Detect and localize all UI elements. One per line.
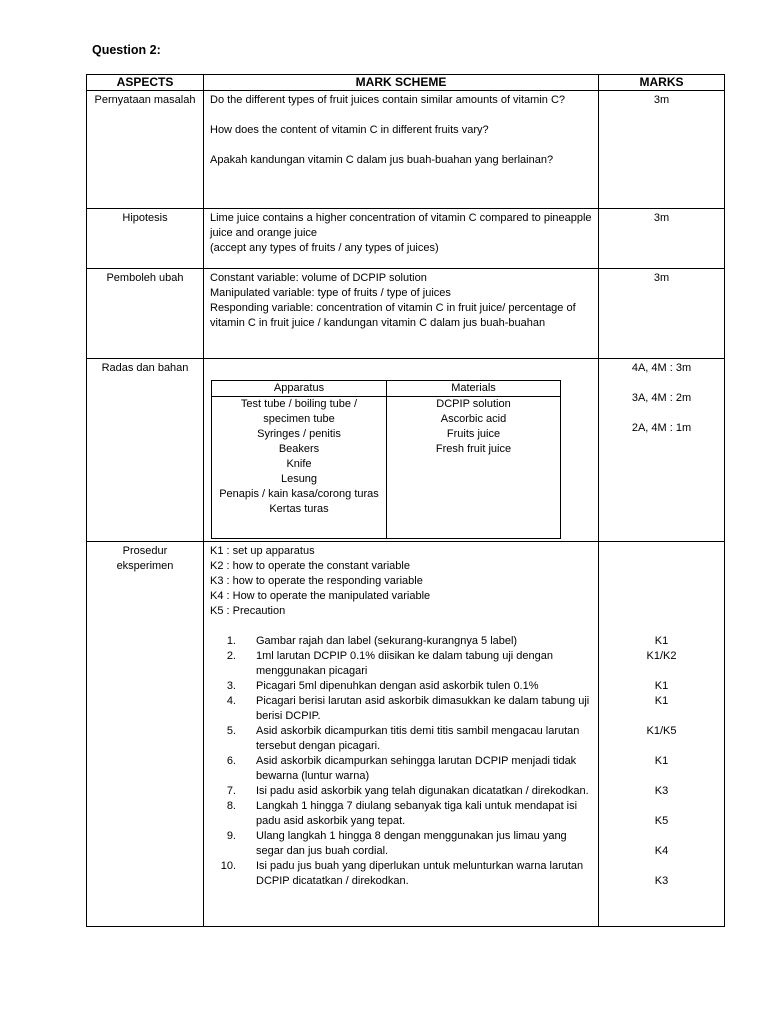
criteria-k3: K3 : how to operate the responding variable — [210, 575, 423, 587]
scheme-variables — [204, 269, 599, 359]
marks-procedure — [599, 542, 725, 927]
header-mark-scheme: MARK SCHEME — [204, 75, 599, 91]
criteria-k1: K1 : set up apparatus — [210, 545, 315, 557]
procedure-step: 5. Asid askorbik dicampurkan titis demi titis sambil mengacau larutan tersebut dengan picagari. — [226, 725, 580, 752]
marks-variables: 3m — [599, 269, 725, 359]
hypothesis-text: Lime juice contains a higher concentration of vitamin C compared to pineapple juice and orange juice — [210, 212, 592, 239]
procedure-step: 6. Asid askorbik dicampurkan sehingga larutan DCPIP menjadi tidak bewarna (luntur warna) — [226, 755, 577, 782]
step-mark: K1 — [654, 695, 669, 707]
manipulated-variable: Manipulated variable: type of fruits / type of juices — [210, 287, 451, 299]
marks-apparatus — [599, 359, 725, 542]
header-aspects: ASPECTS — [87, 75, 204, 91]
header-row — [87, 75, 725, 91]
apparatus-item: Test tube / boiling tube / specimen tube — [240, 398, 358, 425]
materials-header: Materials — [387, 381, 561, 397]
criteria-k2: K2 : how to operate the constant variable — [210, 560, 410, 572]
apparatus-item: Penapis / kain kasa/corong turas — [219, 488, 379, 500]
materials-list — [387, 397, 561, 539]
apparatus-item: Lesung — [280, 473, 318, 485]
row-apparatus-materials — [87, 359, 725, 542]
procedure-step: 1. Gambar rajah dan label (sekurang-kurangnya 5 label) — [226, 635, 518, 647]
marks-problem-statement: 3m — [599, 91, 725, 209]
material-item: Fruits juice — [446, 428, 501, 440]
aspect-problem-statement: Pernyataan masalah — [87, 91, 204, 209]
scheme-apparatus — [204, 359, 599, 542]
procedure-step: 2. 1ml larutan DCPIP 0.1% diisikan ke dalam tabung uji dengan menggunakan picagari — [226, 650, 553, 677]
mark-scheme-table — [86, 74, 725, 927]
problem-line-3: Apakah kandungan vitamin C dalam jus buah-buahan yang berlainan? — [210, 154, 554, 166]
header-marks: MARKS — [599, 75, 725, 91]
row-problem-statement — [87, 91, 725, 209]
step-mark: K4 — [654, 845, 669, 857]
criteria-k4: K4 : How to operate the manipulated variable — [210, 590, 431, 602]
procedure-step: 10. Isi padu jus buah yang diperlukan untuk melunturkan warna larutan DCPIP dicatatkan / direkodkan. — [220, 860, 584, 887]
problem-line-1: Do the different types of fruit juices contain similar amounts of vitamin C? — [210, 94, 566, 106]
row-hypothesis — [87, 209, 725, 269]
row-procedure — [87, 542, 725, 927]
question-title: Question 2: — [92, 43, 161, 57]
procedure-steps — [210, 634, 592, 889]
apparatus-materials-table — [211, 380, 561, 539]
marks-hypothesis: 3m — [599, 209, 725, 269]
apparatus-item: Beakers — [278, 443, 320, 455]
procedure-step: 3. Picagari 5ml dipenuhkan dengan asid askorbik tulen 0.1% — [226, 680, 539, 692]
material-item: Ascorbic acid — [440, 413, 507, 425]
scheme-hypothesis — [204, 209, 599, 269]
marks-apparatus-2: 3A, 4M : 2m — [631, 392, 692, 404]
problem-line-2: How does the content of vitamin C in different fruits vary? — [210, 124, 489, 136]
hypothesis-note: (accept any types of fruits / any types of juices) — [210, 242, 439, 254]
step-mark: K1/K5 — [646, 725, 677, 737]
apparatus-item: Knife — [286, 458, 312, 470]
scheme-procedure — [204, 542, 599, 927]
material-item: DCPIP solution — [436, 398, 511, 410]
material-item: Fresh fruit juice — [435, 443, 512, 455]
marks-apparatus-3: 2A, 4M : 1m — [631, 422, 692, 434]
procedure-step: 8. Langkah 1 hingga 7 diulang sebanyak tiga kali untuk mendapat isi padu asid askorbik yang tepat. — [226, 800, 578, 827]
step-mark: K1 — [654, 680, 669, 692]
apparatus-header: Apparatus — [212, 381, 387, 397]
criteria-k5: K5 : Precaution — [210, 605, 286, 617]
apparatus-item: Syringes / penitis — [257, 428, 341, 440]
procedure-step: 9. Ulang langkah 1 hingga 8 dengan menggunakan jus limau yang segar dan jus buah cordial. — [226, 830, 567, 857]
step-mark: K3 — [654, 875, 669, 887]
step-mark: K1 — [654, 755, 669, 767]
apparatus-item: Kertas turas — [269, 503, 329, 515]
apparatus-list — [212, 397, 387, 539]
scheme-problem-statement — [204, 91, 599, 209]
step-mark: K1 — [654, 635, 669, 647]
step-mark: K1/K2 — [646, 650, 677, 662]
aspect-hypothesis: Hipotesis — [87, 209, 204, 269]
procedure-step: 7. Isi padu asid askorbik yang telah digunakan dicatatkan / direkodkan. — [226, 785, 589, 797]
step-mark: K3 — [654, 785, 669, 797]
step-mark: K5 — [654, 815, 669, 827]
responding-variable: Responding variable: concentration of vitamin C in fruit juice/ percentage of vitamin C in fruit juice / kandungan vitamin C dalam jus buah-buahan — [210, 302, 576, 329]
procedure-step: 4. Picagari berisi larutan asid askorbik dimasukkan ke dalam tabung uji berisi DCPIP. — [226, 695, 590, 722]
marks-apparatus-1: 4A, 4M : 3m — [631, 362, 692, 374]
aspect-procedure: Prosedur eksperimen — [87, 542, 204, 927]
aspect-apparatus: Radas dan bahan — [87, 359, 204, 542]
constant-variable: Constant variable: volume of DCPIP solution — [210, 272, 427, 284]
row-variables — [87, 269, 725, 359]
aspect-variables: Pemboleh ubah — [87, 269, 204, 359]
